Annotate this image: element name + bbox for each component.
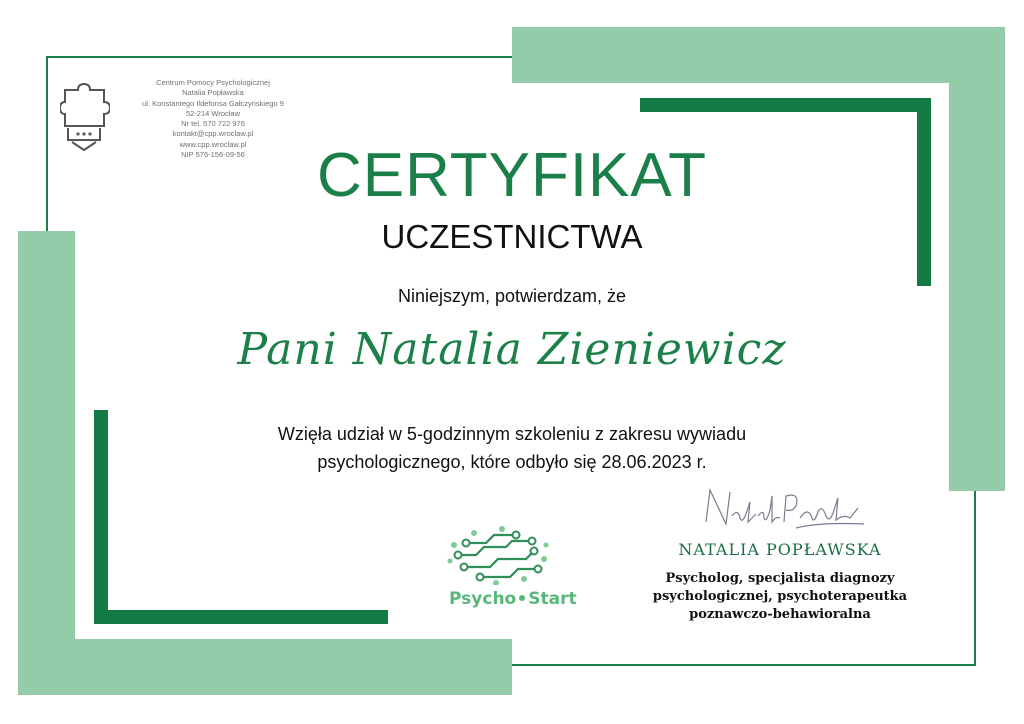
logo-wordmark (449, 589, 577, 609)
stamp-line: 52-214 Wrocław (185, 108, 241, 118)
stamp-line: Natalia Popławska (182, 88, 244, 98)
logo-word-start: Start (528, 589, 577, 609)
role-line: Psycholog, specjalista diagnozy (665, 571, 895, 586)
stamp-line: NIP 576-156-09-56 (181, 150, 245, 160)
body-line-1: Wzięła udział w 5-godzinnym szkoleniu z zakresu wywiadu (277, 424, 747, 444)
role-line: poznawczo-behawioralna (689, 607, 871, 622)
stamp-line: Centrum Pomocy Psychologicznej (156, 78, 270, 87)
stamp-line: Nr tel. 570 722 976 (181, 119, 245, 129)
stamp-line: kontakt@cpp.wroclaw.pl (172, 129, 254, 139)
intro-text: Niniejszym, potwierdzam, że (397, 286, 627, 306)
brain-circuit-icon (446, 525, 556, 585)
certificate-subtitle: UCZESTNICTWA (381, 218, 643, 255)
body-line-2: psychologicznego, które odbyło się 28.06.2023 r. (317, 452, 707, 472)
signer-name: NATALIA POPŁAWSKA (678, 540, 882, 559)
handwritten-signature (700, 478, 870, 540)
signer-role (620, 570, 940, 624)
corner-bar-bottom-left-h (94, 610, 388, 624)
role-line: psychologicznej, psychoterapeutka (652, 589, 908, 604)
stamp-line: www.cpp.wroclaw.pl (179, 139, 247, 149)
recipient-name: Pani Natalia Zieniewicz (237, 324, 787, 375)
corner-bar-top-right-h (640, 98, 931, 112)
certificate-title: CERTYFIKAT (316, 141, 708, 210)
logo-word-psycho: Psycho (449, 589, 517, 609)
stamp-line: ul. Konstantego Ildefonsa Gałczyńskiego 9 (142, 98, 284, 108)
psychostart-logo (440, 525, 600, 615)
logo-dot-icon (519, 595, 525, 601)
